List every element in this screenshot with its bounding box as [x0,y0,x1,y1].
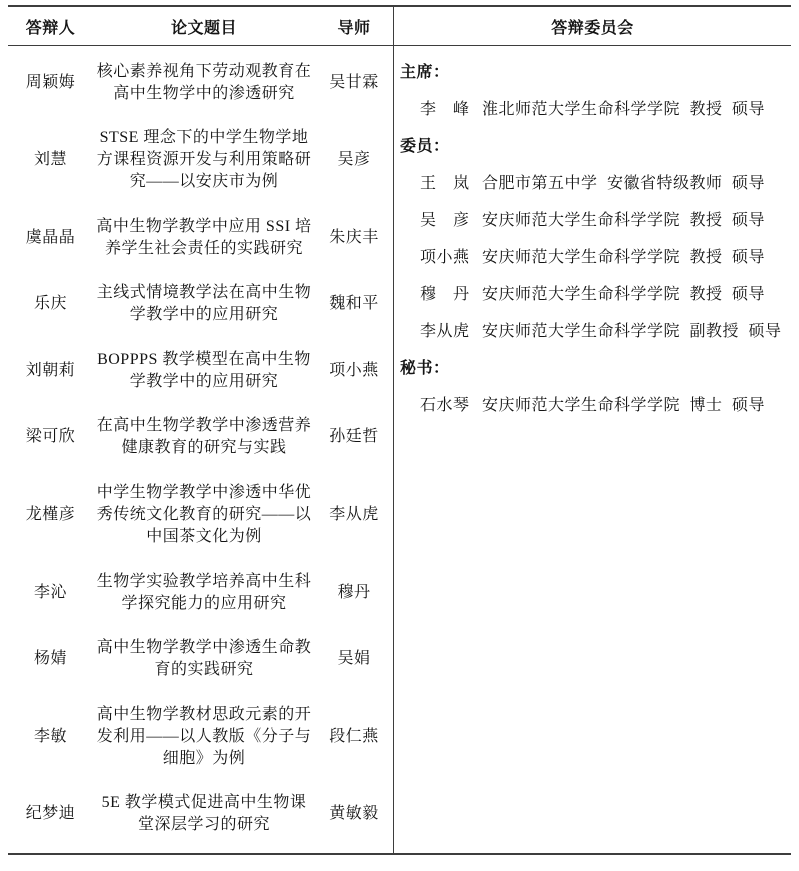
thesis-title: 中学生物学教学中渗透中华优秀传统文化教育的研究——以中国茶文化为例 [96,484,312,546]
advisor-name: 穆丹 [337,583,371,601]
table-row [8,405,393,469]
thesis-title: 主线式情境教学法在高中生物学教学中的应用研究 [96,284,312,324]
header-defender: 答辩人 [25,19,76,37]
defender-name: 龙槿彦 [25,506,76,524]
advisor-name: 朱庆丰 [329,228,379,246]
committee-secretary-label: 秘书： [400,360,450,377]
table-row [8,694,393,780]
committee-member-name: 李从虎 [420,323,470,340]
committee-panel [393,46,791,853]
committee-chair-entry [400,89,787,126]
defender-list [8,46,393,853]
table-row [8,627,393,691]
table-row [8,561,393,625]
table-row [8,339,393,403]
committee-member-detail: 合肥市第五中学 安徽省特级教师 硕导 [482,175,766,192]
defender-name: 李敏 [33,727,67,745]
advisor-name: 吴彦 [337,151,371,169]
advisor-name: 项小燕 [329,361,379,379]
defense-schedule-table [8,5,791,855]
committee-member-detail: 安庆师范大学生命科学学院 副教授 硕导 [482,323,782,340]
committee-member-name: 穆 丹 [420,286,470,303]
committee-member-detail: 安庆师范大学生命科学学院 教授 硕导 [482,249,766,266]
advisor-name: 吴甘霖 [329,73,379,91]
table-row [8,782,393,846]
table-row [8,117,393,203]
advisor-name: 孙廷哲 [329,428,379,446]
thesis-title: 5E 教学模式促进高中生物课堂深层学习的研究 [101,794,307,834]
table-row [8,472,393,558]
defender-name: 刘朝莉 [25,361,76,379]
thesis-title: 生物学实验教学培养高中生科学探究能力的应用研究 [96,572,312,612]
committee-member-entry [400,311,787,348]
committee-members-label: 委员： [400,138,450,155]
header-advisor: 导师 [337,19,371,37]
advisor-name: 李从虎 [329,506,379,524]
thesis-title: 在高中生物学教学中渗透营养健康教育的研究与实践 [96,417,312,457]
committee-member-detail: 安庆师范大学生命科学学院 教授 硕导 [482,212,766,229]
advisor-name: 黄敏毅 [329,805,379,823]
committee-chair-label: 主席： [400,64,450,81]
advisor-name: 魏和平 [329,295,379,313]
committee-member-detail: 淮北师范大学生命科学学院 教授 硕导 [482,101,766,118]
table-row [8,51,393,115]
table-header-row [8,7,791,46]
committee-secretary-entry [400,385,787,422]
table-row [8,272,393,336]
committee-member-detail: 安庆师范大学生命科学学院 博士 硕导 [482,397,766,414]
defender-name: 周颖娒 [25,73,76,91]
committee-member-entry [400,237,787,274]
committee-member-entry [400,163,787,200]
committee-member-name: 石水琴 [420,397,470,414]
committee-member-name: 王 岚 [420,175,470,192]
committee-member-detail: 安庆师范大学生命科学学院 教授 硕导 [482,286,766,303]
defender-name: 李沁 [33,583,67,601]
thesis-title: 高中生物学教学中渗透生命教育的实践研究 [96,639,312,679]
thesis-title: 高中生物学教学中应用 SSI 培养学生社会责任的实践研究 [96,217,312,257]
defender-name: 纪梦迪 [25,805,76,823]
committee-member-entry [400,274,787,311]
thesis-title: 核心素养视角下劳动观教育在高中生物学中的渗透研究 [96,62,312,102]
committee-member-entry [400,200,787,237]
defender-name: 杨婧 [33,650,67,668]
advisor-name: 段仁燕 [329,727,379,745]
thesis-title: STSE 理念下的中学生物学地方课程资源开发与利用策略研究——以安庆市为例 [96,129,312,191]
committee-member-name: 项小燕 [420,249,470,266]
thesis-title: BOPPPS 教学模型在高中生物学教学中的应用研究 [97,350,311,390]
defender-name: 刘慧 [33,151,67,169]
committee-member-name: 李 峰 [420,101,470,118]
defender-name: 乐庆 [33,295,67,313]
thesis-title: 高中生物学教材思政元素的开发利用——以人教版《分子与细胞》为例 [96,705,312,767]
defender-name: 梁可欣 [25,428,76,446]
committee-member-name: 吴 彦 [420,212,470,229]
table-row [8,206,393,270]
defender-name: 虞晶晶 [25,228,76,246]
advisor-name: 吴娟 [337,650,371,668]
header-committee: 答辩委员会 [393,7,791,45]
table-body [8,46,791,853]
header-thesis-title: 论文题目 [170,19,237,37]
